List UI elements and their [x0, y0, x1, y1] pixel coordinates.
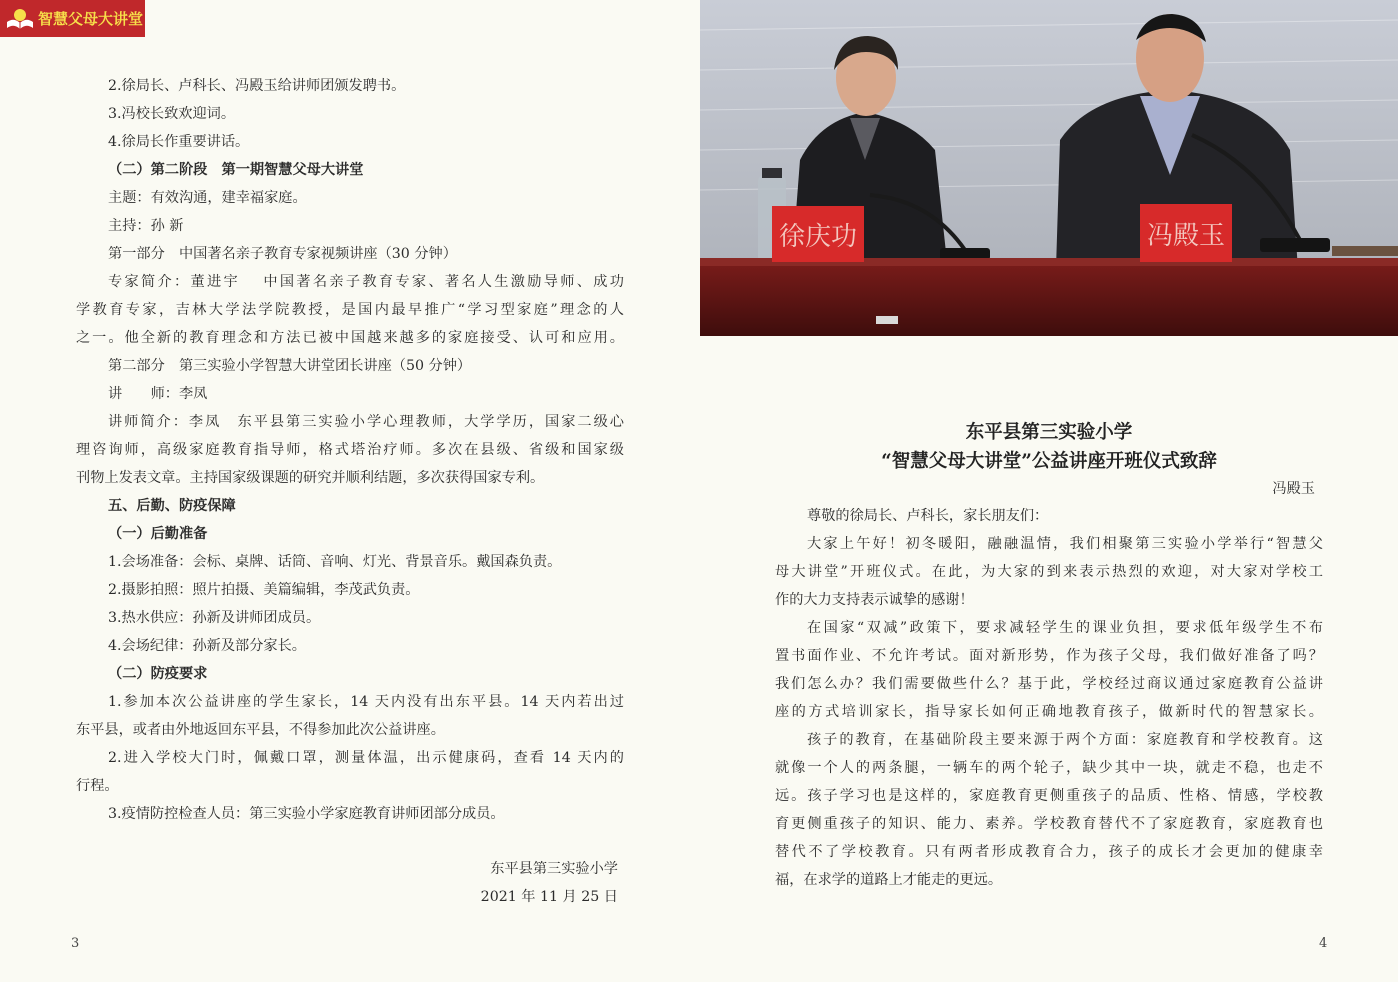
- text-line: 4.徐局长作重要讲话。: [108, 134, 250, 150]
- title-line-2: “智慧父母大讲堂”公益讲座开班仪式致辞: [881, 451, 1217, 472]
- text-line: 就像一个人的两条腿，一辆车的两个轮子，缺少其中一块，就走不稳，也走不: [775, 760, 1323, 776]
- signature-org: 东平县第三实验小学: [490, 861, 618, 877]
- text-line: 行程。: [76, 778, 119, 794]
- text-line: 孩子的教育，在基础阶段主要来源于两个方面：家庭教育和学校教育。这: [807, 732, 1323, 748]
- text-line: 刊物上发表文章。主持国家级课题的研究并顺利结题，多次获得国家专利。: [76, 470, 545, 486]
- brand-logo: [0, 0, 145, 37]
- logo-text: 智慧父母大讲堂: [38, 10, 144, 28]
- text-line: 座的方式培训家长，指导家长如何正确地教育孩子，做新时代的智慧家长。: [775, 704, 1323, 720]
- text-line: 作的大力支持表示诚挚的感谢！: [775, 592, 974, 608]
- text-line: 福，在求学的道路上才能走的更远。: [775, 872, 1003, 888]
- text-line: 学教育专家，吉林大学法学院教授，是国内最早推广“学习型家庭”理念的人: [76, 302, 624, 318]
- text-line: 大家上午好！初冬暖阳，融融温情，我们相聚第三实验小学举行“智慧父: [807, 536, 1323, 552]
- text-line: 主持：孙 新: [108, 218, 184, 234]
- text-line: 3.热水供应：孙新及讲师团成员。: [108, 610, 321, 626]
- text-line: 在国家“双减”政策下，要求减轻学生的课业负担，要求低年级学生不布: [807, 620, 1323, 636]
- text-line: 第一部分 中国著名亲子教育专家视频讲座（30 分钟）: [108, 246, 457, 262]
- text-line: 讲 师：李凤: [108, 386, 208, 402]
- text-line: 育更侧重孩子的知识、能力、素养。学校教育替代不了家庭教育，家庭教育也: [775, 816, 1323, 832]
- nameplate-right: 冯殿玉: [1146, 220, 1225, 251]
- speech-body: [775, 502, 1323, 894]
- left-body-text: [76, 72, 624, 828]
- nameplate-left: 徐庆功: [778, 221, 857, 252]
- text-line: 4.会场纪律：孙新及部分家长。: [108, 638, 306, 654]
- page-number-right: 4: [1319, 936, 1328, 951]
- text-line: 尊敬的徐局长、卢科长，家长朋友们：: [807, 508, 1049, 524]
- book-logo-icon: [5, 6, 35, 32]
- text-line: 2.进入学校大门时，佩戴口罩，测量体温，出示健康码，查看 14 天内的: [108, 750, 624, 766]
- text-line: 专家简介：董进宇 中国著名亲子教育专家、著名人生激励导师、成功: [108, 274, 624, 290]
- text-line: 我们怎么办？我们需要做些什么？基于此，学校经过商议通过家庭教育公益讲: [775, 676, 1323, 692]
- text-line: 母大讲堂”开班仪式。在此，为大家的到来表示热烈的欢迎，对大家对学校工: [775, 564, 1323, 580]
- page-number-left: 3: [71, 936, 80, 951]
- text-line: 讲师简介：李凤 东平县第三实验小学心理教师，大学学历，国家二级心: [108, 414, 624, 430]
- title-line-1: 东平县第三实验小学: [965, 422, 1133, 443]
- section-heading: （一）后勤准备: [108, 526, 208, 542]
- signature-date: 2021 年 11 月 25 日: [480, 889, 618, 905]
- text-line: 主题：有效沟通，建幸福家庭。: [108, 190, 307, 206]
- text-line: 第二部分 第三实验小学智慧大讲堂团长讲座（50 分钟）: [108, 358, 472, 374]
- text-line: 之一。他全新的教育理念和方法已被中国越来越多的家庭接受、认可和应用。: [76, 330, 624, 346]
- text-line: 1.会场准备：会标、桌牌、话筒、音响、灯光、背景音乐。戴国森负责。: [108, 554, 562, 570]
- text-line: 远。孩子学习也是这样的，家庭教育更侧重孩子的品质、性格、情感，学校教: [775, 788, 1323, 804]
- text-line: 3.冯校长致欢迎词。: [108, 106, 236, 122]
- section-heading: （二）第二阶段 第一期智慧父母大讲堂: [108, 162, 364, 178]
- text-line: 理咨询师，高级家庭教育指导师，格式塔治疗师。多次在县级、省级和国家级: [76, 442, 624, 458]
- text-line: 3.疫情防控检查人员：第三实验小学家庭教育讲师团部分成员。: [108, 806, 505, 822]
- speech-author: 冯殿玉: [1272, 481, 1315, 497]
- section-heading: （二）防疫要求: [108, 666, 208, 682]
- text-line: 置书面作业、不允许考试。面对新形势，作为孩子父母，我们做好准备了吗？: [775, 648, 1323, 664]
- text-line: 2.摄影拍照：照片拍摄、美篇编辑，李茂武负责。: [108, 582, 420, 598]
- text-line: 东平县，或者由外地返回东平县，不得参加此次公益讲座。: [76, 722, 445, 738]
- text-line: 1.参加本次公益讲座的学生家长，14 天内没有出东平县。14 天内若出过: [108, 694, 624, 710]
- meeting-photo-illustration: [700, 0, 1398, 336]
- meeting-photo: [700, 0, 1398, 336]
- text-line: 替代不了学校教育。只有两者形成教育合力，孩子的成长才会更加的健康幸: [775, 844, 1323, 860]
- text-line: 2.徐局长、卢科长、冯殿玉给讲师团颁发聘书。: [108, 78, 406, 94]
- section-heading: 五、后勤、防疫保障: [108, 498, 236, 514]
- right-page: [700, 0, 1398, 982]
- speech-title: [700, 418, 1398, 476]
